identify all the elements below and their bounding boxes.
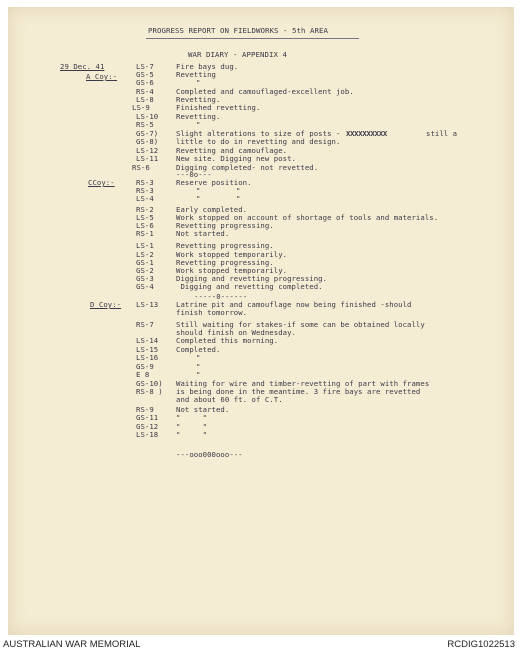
entry-code: RS-1: [136, 229, 154, 238]
entry-code: RS-2: [136, 205, 154, 214]
entry-code: E 8: [136, 370, 150, 379]
entry-text: Revetting progressing.: [176, 258, 274, 267]
entry-code: GS-11: [136, 413, 159, 422]
entry-code: GS-1: [136, 258, 154, 267]
entry-code: RS-7: [136, 320, 154, 329]
document-subtitle: WAR DIARY - APPENDIX 4: [188, 50, 287, 59]
entry-code: LS-5: [136, 213, 154, 222]
record-id: RCDIG1022513: [447, 639, 515, 650]
entry-text: Waiting for wire and timber-revetting of part with frames: [176, 379, 430, 388]
entry-text: should finish on Wednesday.: [176, 328, 296, 337]
entry-code: GS-3: [136, 274, 154, 283]
entry-code: RS-3: [136, 178, 154, 187]
entry-text: New site. Digging new post.: [176, 154, 296, 163]
entry-code: RS-5: [136, 120, 154, 129]
entry-text: is being done in the meantime. 3 fire bays are revetted: [176, 387, 421, 396]
entry-code: RS-3: [136, 186, 154, 195]
entry-code: GS-12: [136, 422, 159, 431]
entry-text: Work stopped temporarily.: [176, 250, 288, 259]
entry-text: Revetting and camouflage.: [176, 146, 288, 155]
entry-text: Revetting progressing.: [176, 221, 274, 230]
archive-credit: AUSTRALIAN WAR MEMORIAL: [3, 639, 141, 650]
entry-code: LS-15: [136, 345, 159, 354]
document-page: [8, 7, 514, 635]
entry-text: Digging and revetting completed.: [176, 282, 323, 291]
document-title: PROGRESS REPORT ON FIELDWORKS - 5th AREA: [148, 26, 328, 35]
entry-text: finish tomorrow.: [176, 308, 248, 317]
entry-text: Revetting.: [176, 112, 221, 121]
entry-text: Not started.: [176, 229, 230, 238]
entry-text: Revetting.: [176, 95, 221, 104]
entry-code: LS-18: [136, 430, 159, 439]
entry-code: RS-9: [136, 405, 154, 414]
entry-text: " ": [176, 430, 208, 439]
entry-code: LS-16: [136, 353, 159, 362]
entry-code: GS-8): [136, 137, 159, 146]
entry-text: Revetting progressing.: [176, 241, 274, 250]
entry-text: ": [196, 78, 201, 87]
entry-text: Still waiting for stakes-if some can be obtained locally: [176, 320, 425, 329]
entry-text: Completed this morning.: [176, 336, 279, 345]
entry-text: Not started.: [176, 405, 230, 414]
entry-text: Digging and revetting progressing.: [176, 274, 328, 283]
entry-code: GS-5: [136, 70, 154, 79]
entry-text: Latrine pit and camouflage now being finished -should: [176, 300, 412, 309]
entry-code: RS-8 ): [136, 387, 163, 396]
overstrike-text: XXXXXXXXXX: [346, 129, 387, 138]
entry-text: ": [196, 120, 201, 129]
entry-code: LS-9: [132, 103, 150, 112]
entry-code: LS-6: [136, 221, 154, 230]
entry-text: Completed and camouflaged-excellent job.: [176, 87, 354, 96]
entry-text: " ": [196, 186, 241, 195]
entry-text: Digging completed- not revetted.: [176, 163, 319, 172]
entry-text: " ": [176, 422, 208, 431]
entry-code: GS-10): [136, 379, 163, 388]
entry-code: GS-6: [136, 78, 154, 87]
entry-code: LS-4: [136, 194, 154, 203]
entry-code: LS-2: [136, 250, 154, 259]
entry-text: Completed.: [176, 345, 221, 354]
entry-code: GS-9: [136, 362, 154, 371]
report-date: 29 Dec. 41: [60, 62, 105, 71]
entry-code: RS-6: [132, 163, 150, 172]
entry-code: LS-8: [136, 95, 154, 104]
entry-code: LS-13: [136, 300, 159, 309]
entry-text: Early completed.: [176, 205, 248, 214]
end-mark: ---ooo000ooo---: [176, 450, 243, 459]
entry-text: Revetting: [176, 70, 216, 79]
entry-text: " ": [196, 194, 241, 203]
entry-text: Slight alterations to size of posts -: [176, 129, 341, 138]
entry-text: " ": [176, 413, 208, 422]
section-separator: -----0------: [194, 292, 248, 301]
c-company-label: CCoy:-: [88, 178, 115, 187]
entry-code: GS-2: [136, 266, 154, 275]
entry-text: Fire bays dug.: [176, 62, 239, 71]
entry-code: LS-14: [136, 336, 159, 345]
title-underline: [146, 38, 359, 39]
section-separator: ---0o---: [176, 170, 212, 179]
entry-text: ": [196, 353, 201, 362]
entry-text: Work stopped on account of shortage of tools and materials.: [176, 213, 439, 222]
entry-text: little to do in revetting and design.: [176, 137, 341, 146]
entry-text: Finished revetting.: [176, 103, 261, 112]
entry-text: and about 60 ft. of C.T.: [176, 395, 283, 404]
entry-text: ": [196, 370, 201, 379]
entry-code: LS-11: [136, 154, 159, 163]
entry-text-continuation: still a: [426, 129, 458, 138]
d-company-label: D Coy:-: [90, 300, 122, 309]
entry-code: GS-4: [136, 282, 154, 291]
entry-code: LS-12: [136, 146, 159, 155]
a-company-label: A Coy:-: [86, 72, 118, 81]
entry-text: Reserve position.: [176, 178, 252, 187]
entry-text: Work stopped temporarily.: [176, 266, 288, 275]
entry-code: GS-7): [136, 129, 159, 138]
entry-code: LS-7: [136, 62, 154, 71]
entry-code: LS-10: [136, 112, 159, 121]
entry-code: RS-4: [136, 87, 154, 96]
entry-text: ": [196, 362, 201, 371]
entry-code: LS-1: [136, 241, 154, 250]
